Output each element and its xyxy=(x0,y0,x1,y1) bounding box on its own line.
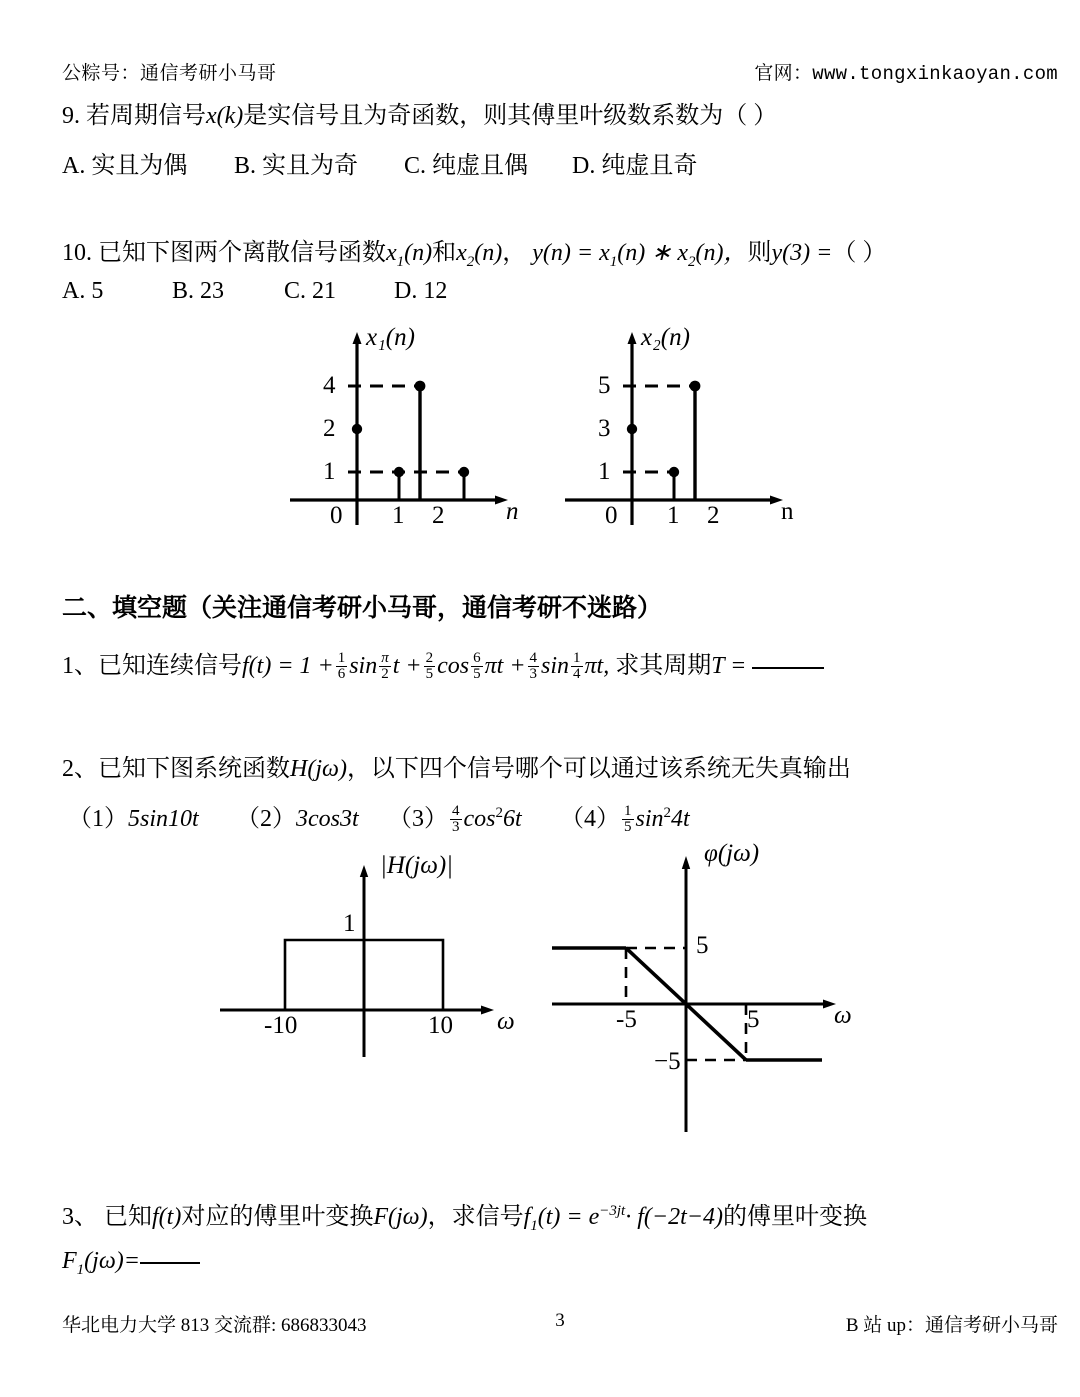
fb2-choice-1-label: （1） xyxy=(68,806,128,832)
fb2-choice3-num: 4 xyxy=(452,802,460,819)
x2-xlabel: n xyxy=(781,498,794,525)
x1-point-n2 xyxy=(415,381,426,392)
q9-option-c-label: C. xyxy=(404,153,427,179)
fb2-choice-4-sup: 2 xyxy=(663,805,672,821)
section-2-subtitle: （关注通信考研小马哥，通信考研不迷路） xyxy=(187,595,663,622)
x1-xlabel: n xyxy=(506,498,519,525)
fill-question-1 xyxy=(62,645,824,683)
fb2-choice-3-frac xyxy=(450,804,462,836)
header-website xyxy=(754,58,1058,85)
fb3-F1-symbol: F xyxy=(62,1248,77,1274)
header-website-url: www.tongxinkaoyan.com xyxy=(812,63,1058,85)
x1-point-n1 xyxy=(394,467,404,477)
fb2-choice-3-rest: 6t xyxy=(503,806,522,832)
fb1-frac2-num: 2 xyxy=(425,649,434,666)
question-9-stem xyxy=(62,95,777,130)
x2-ytick-label-3: 3 xyxy=(598,415,611,442)
fb3-f1-symbol: f xyxy=(523,1204,531,1230)
fb1-var-2: πt + xyxy=(484,653,526,679)
x1-xtick-label-1: 1 xyxy=(392,502,405,529)
phase-ytick-label-neg5: −5 xyxy=(654,1048,681,1075)
fb3-part4: 的傅里叶变换 xyxy=(722,1204,867,1230)
fb2-choice-3-sup: 2 xyxy=(495,805,503,821)
fb3-part1: 3、 已知 xyxy=(62,1204,152,1230)
fb1-arg-frac-2 xyxy=(471,651,483,683)
x1-xtick-label-2: 2 xyxy=(432,502,445,529)
fb2-choice-4-rest: 4t xyxy=(671,806,690,832)
fill-question-3-line1 xyxy=(62,1196,867,1235)
fb1-argfrac2-den: 5 xyxy=(473,665,481,682)
q10-option-d[interactable] xyxy=(394,278,447,305)
fb3-eq: (t) = e xyxy=(537,1204,600,1230)
page-footer xyxy=(62,1310,1058,1337)
q10-option-d-label: D. xyxy=(394,278,418,304)
q10-x1-arg: (n) xyxy=(404,240,433,266)
fb1-frac-1 xyxy=(336,651,348,683)
x2-xtick-label-2: 2 xyxy=(707,502,720,529)
fb1-var-3: πt, xyxy=(584,653,610,679)
fb2-choice4-num: 1 xyxy=(624,802,632,819)
h-xtick-label-neg10: -10 xyxy=(264,1012,298,1039)
q10-option-c-label: C. xyxy=(284,278,307,304)
fb1-frac3-den: 3 xyxy=(529,665,538,682)
q10-comma: ， xyxy=(502,240,527,266)
fb3-f-symbol: f(t) xyxy=(152,1204,182,1230)
section-2-title: 二、填空题 xyxy=(62,595,188,622)
section-2-heading xyxy=(62,588,662,624)
fb3-f1-sub: 1 xyxy=(530,1217,538,1234)
fb2-stem-part1: 2、已知下图系统函数 xyxy=(62,756,290,782)
fb3-F-symbol: F(jω) xyxy=(373,1204,428,1230)
fb3-part2: 对应的傅里叶变换 xyxy=(181,1204,374,1230)
fb1-frac-2 xyxy=(424,651,436,683)
x1-origin-label: 0 xyxy=(330,502,343,529)
q9-option-d-label: D. xyxy=(572,153,596,179)
fb2-choice-4[interactable] xyxy=(560,798,690,836)
q9-option-d-text: 纯虚且奇 xyxy=(601,153,698,179)
phase-plot-title: φ(jω) xyxy=(704,840,760,867)
q9-stem-part2: 是实信号且为奇函数，则其傅里叶级数系数为（ ） xyxy=(243,103,778,129)
header-website-label: 官网： xyxy=(754,63,813,84)
q9-option-b-label: B. xyxy=(234,153,257,179)
fb2-choice-4-label: （4） xyxy=(560,806,620,832)
fb1-fn-1: sin xyxy=(349,653,378,679)
fb3-F1-sub: 1 xyxy=(76,1261,85,1278)
fb3-F1-rest: (jω)= xyxy=(84,1248,140,1274)
fb1-argfrac3-num: 1 xyxy=(573,649,581,666)
fb1-answer-blank[interactable] xyxy=(752,666,824,669)
q10-conv-mid: (n) ∗ x xyxy=(617,240,689,266)
phase-xtick-label-5: 5 xyxy=(747,1006,760,1033)
fb1-fn-2: cos xyxy=(437,653,470,679)
phase-y-axis-arrow xyxy=(682,856,690,869)
x2-point-n0 xyxy=(627,424,637,434)
q10-option-c-text: 21 xyxy=(312,278,337,304)
question-10-stem xyxy=(62,232,886,271)
figure-x2-stem-plot xyxy=(557,324,807,529)
q10-x1-sub: 1 xyxy=(396,253,405,270)
fb1-argfrac1-num: π xyxy=(381,649,389,666)
fb2-choice-1[interactable] xyxy=(68,798,236,833)
phase-ytick-label-5: 5 xyxy=(696,932,709,959)
fb2-choice-2-expr: 3cos3t xyxy=(296,806,359,832)
x2-point-n2 xyxy=(690,381,701,392)
figure-x1-stem-plot xyxy=(282,324,532,529)
fb1-lead: 1、已知连续信号 xyxy=(62,653,242,679)
fb2-H-symbol: H(jω) xyxy=(290,756,347,782)
q9-option-c[interactable] xyxy=(404,145,572,180)
q9-option-a[interactable] xyxy=(62,145,234,180)
fill-question-2-choices xyxy=(68,798,690,836)
footer-bilibili-info: B 站 up：通信考研小马哥 xyxy=(845,1315,1058,1336)
q10-option-a[interactable] xyxy=(62,278,172,305)
x1-axis-title xyxy=(366,324,415,352)
fb2-choice-2[interactable] xyxy=(236,798,388,833)
q10-conv-lhs: y(n) = x xyxy=(532,240,610,266)
q9-option-b[interactable] xyxy=(234,145,404,180)
footer-page-number: 3 xyxy=(555,1310,565,1331)
fb1-period-T: T = xyxy=(711,653,747,679)
fb2-choice3-den: 3 xyxy=(452,818,460,835)
h-xlabel: ω xyxy=(497,1008,515,1035)
x2-ytick-label-1: 1 xyxy=(598,458,611,485)
fb1-argfrac2-num: 6 xyxy=(473,649,481,666)
q9-stem-arg: (k) xyxy=(216,103,244,129)
q9-option-b-text: 实且为奇 xyxy=(262,153,359,179)
fb1-frac2-den: 5 xyxy=(425,665,434,682)
phase-xtick-label-neg5: -5 xyxy=(616,1006,637,1033)
x2-point-n1 xyxy=(669,467,679,477)
h-plot-title: |H(jω)| xyxy=(380,852,454,879)
h-x-axis-arrow xyxy=(481,1006,494,1015)
q9-option-d[interactable] xyxy=(572,145,697,180)
q10-option-c[interactable] xyxy=(284,278,394,305)
footer-group-info: 华北电力大学 813 交流群: 686833043 xyxy=(62,1315,367,1336)
x2-axis-title xyxy=(641,324,690,352)
q10-yval: y(3) = xyxy=(771,240,833,266)
fb1-argfrac1-den: 2 xyxy=(381,665,389,682)
q9-option-c-text: 纯虚且偶 xyxy=(432,153,529,179)
x1-ytick-label-4: 4 xyxy=(323,372,336,399)
fb3-exponent: −3jt xyxy=(599,1203,626,1219)
x2-xtick-label-1: 1 xyxy=(667,502,680,529)
fb2-choice-4-frac xyxy=(622,804,634,836)
q10-option-b-label: B. xyxy=(172,278,195,304)
x1-point-n3 xyxy=(459,467,469,477)
q10-x2-var: x xyxy=(456,240,467,266)
fb2-stem-part2: ，以下四个信号哪个可以通过该系统无失真输出 xyxy=(346,756,851,782)
fb1-frac1-num: 1 xyxy=(337,649,346,666)
q10-conv-sub2: 2 xyxy=(688,253,696,270)
q9-stem-part1: 9. 若周期信号 xyxy=(62,103,206,129)
x2-ylabel-text: x₂(n) xyxy=(641,324,690,351)
fb1-frac-3 xyxy=(528,651,540,683)
fb1-frac3-num: 4 xyxy=(529,649,538,666)
fb2-choice4-den: 5 xyxy=(624,818,632,835)
h-ytick-label-1: 1 xyxy=(343,910,356,937)
page-header xyxy=(62,58,1058,85)
x2-ytick-label-5: 5 xyxy=(598,372,611,399)
question-10-options xyxy=(62,278,447,305)
fb1-formula-start: f(t) = 1 + xyxy=(242,653,334,679)
figure-magnitude-response xyxy=(212,852,522,1062)
phase-xlabel: ω xyxy=(834,1002,852,1029)
fb3-part3: ，求信号 xyxy=(427,1204,524,1230)
x1-ytick-label-1: 1 xyxy=(323,458,336,485)
q10-conv-end: (n)， xyxy=(695,240,748,266)
q10-option-b[interactable] xyxy=(172,278,284,305)
q10-stem-part1: 10. 已知下图两个离散信号函数 xyxy=(62,240,386,266)
h-y-axis-arrow xyxy=(360,865,368,877)
q10-x2-sub: 2 xyxy=(466,253,475,270)
q10-option-a-text: 5 xyxy=(91,278,104,304)
q9-option-a-text: 实且为偶 xyxy=(91,153,188,179)
x1-ytick-label-2: 2 xyxy=(323,415,336,442)
fb2-choice-3-fn: cos xyxy=(463,806,496,832)
h-xtick-label-10: 10 xyxy=(428,1012,453,1039)
fb2-choice-2-label: （2） xyxy=(236,806,296,832)
q10-option-b-text: 23 xyxy=(200,278,225,304)
x1-y-axis-arrow xyxy=(353,332,362,344)
fb3-shift-term: · f(−2t−4) xyxy=(625,1204,723,1230)
fb1-arg-frac-3 xyxy=(571,651,583,683)
q9-option-a-label: A. xyxy=(62,153,86,179)
q10-x1-var: x xyxy=(386,240,397,266)
fb1-argfrac3-den: 4 xyxy=(573,665,581,682)
q10-and: 和 xyxy=(432,240,457,266)
header-account: 公粽号：通信考研小马哥 xyxy=(62,63,277,84)
q10-conv-sub1: 1 xyxy=(609,253,618,270)
fb1-var-1: t + xyxy=(392,653,422,679)
question-9-options xyxy=(62,145,697,180)
fb1-frac1-den: 6 xyxy=(337,665,346,682)
x2-origin-label: 0 xyxy=(605,502,618,529)
fb2-choice-3[interactable] xyxy=(388,798,560,836)
x2-y-axis-arrow xyxy=(628,332,637,344)
fb2-choice-1-expr: 5sin10t xyxy=(128,806,199,832)
q10-option-d-text: 12 xyxy=(423,278,448,304)
fb2-choice-3-label: （3） xyxy=(388,806,448,832)
fb1-arg-frac-1 xyxy=(379,651,391,683)
fb2-choice-4-fn: sin xyxy=(635,806,664,832)
q10-then: 则 xyxy=(747,240,772,266)
q9-stem-var: x xyxy=(206,103,217,129)
q10-x2-arg: (n) xyxy=(474,240,503,266)
x1-point-n0 xyxy=(352,424,362,434)
fb1-fn-3: sin xyxy=(541,653,570,679)
fill-question-3-line2 xyxy=(62,1248,200,1279)
x1-ylabel-text: x₁(n) xyxy=(366,324,415,351)
fb3-answer-blank[interactable] xyxy=(140,1261,200,1264)
q10-option-a-label: A. xyxy=(62,278,86,304)
figure-phase-response xyxy=(534,840,874,1142)
q10-answer-paren[interactable]: （ ） xyxy=(832,240,887,266)
fb1-tail: 求其周期 xyxy=(615,653,712,679)
fill-question-2-stem xyxy=(62,748,851,783)
